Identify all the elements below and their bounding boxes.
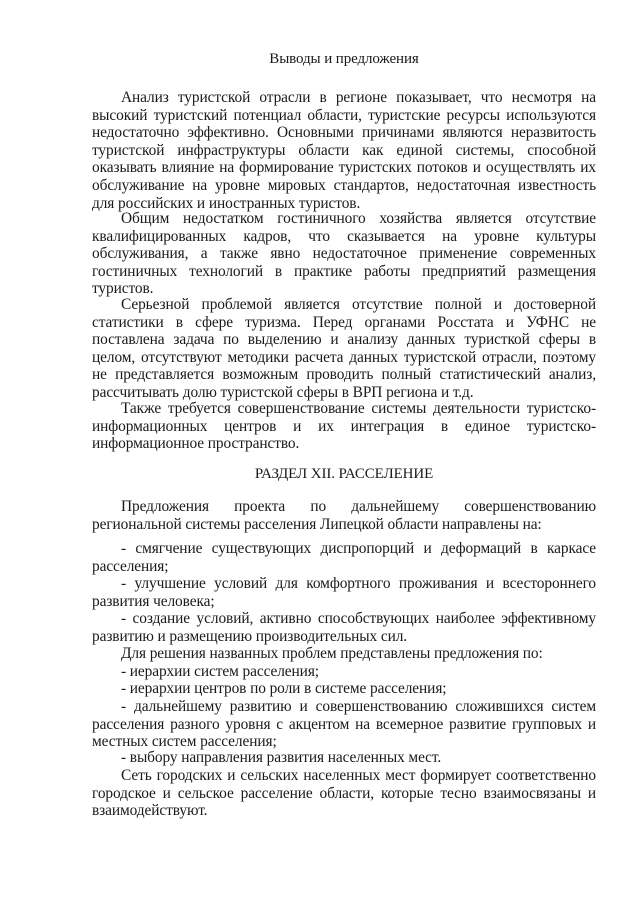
paragraph-statistics: Серьезной проблемой является отсутствие полной и достоверной статистики в сфере туризма. Перед органами Росстата и УФНС не поставлена задача по выделению и анализу данных туристкой сферы в целом, отсутствуют методики расчета данных туристской отрасли, поэтому не представляется возможным проводить полный статистический анализ, рассчитывать долю туристской сферы в ВРП региона и т.д. xyxy=(92,296,596,401)
list-item-proposal: - дальнейшему развитию и совершенствованию сложившихся систем расселения разного уровня с акцентом на всемерное развитие групповых и местных систем расселения; xyxy=(92,698,596,751)
document-page xyxy=(92,0,596,905)
section-2-title: РАЗДЕЛ XII. РАССЕЛЕНИЕ xyxy=(254,466,434,482)
list-item-aim: - смягчение существующих диспропорций и деформаций в каркасе расселения; xyxy=(92,540,596,575)
paragraph-tourism-analysis: Анализ туристской отрасли в регионе показывает, что несмотря на высокий туристский потенциал области, туристские ресурсы используются недостаточно эффективно. Основными причинами являются неразвитость туристской инфраструктуры области как единой системы, способной оказывать влияние на формирование туристских потоков и осуществлять их обслуживание на уровне мировых стандартов, недостаточная известность для российских и иностранных туристов. xyxy=(92,89,596,212)
list-item-proposal: - иерархии центров по роли в системе расселения; xyxy=(121,680,447,697)
list-item-aim: - создание условий, активно способствующих наиболее эффективному развитию и размещению производительных сил. xyxy=(92,610,596,645)
list-item-proposal: - иерархии систем расселения; xyxy=(121,663,319,680)
paragraph-closing: Сеть городских и сельских населенных мест формирует соответственно городское и сельское расселение области, которые тесно взаимосвязаны и взаимодействуют. xyxy=(92,767,596,820)
paragraph-proposals-intro: Для решения названных проблем представлены предложения по: xyxy=(121,645,543,662)
paragraph-settlement-intro: Предложения проекта по дальнейшему совершенствованию региональной системы расселения Липецкой области направлены на: xyxy=(92,498,596,533)
paragraph-info-centers: Также требуется совершенствование системы деятельности туристско-информационных центров и их интеграция в единое туристско-информационное пространство. xyxy=(92,400,596,453)
list-item-proposal: - выбору направления развития населенных мест. xyxy=(121,749,442,766)
section-title: Выводы и предложения xyxy=(269,51,419,67)
paragraph-hotel-industry: Общим недостатком гостиничного хозяйства является отсутствие квалифицированных кадров, что сказывается на уровне культуры обслуживания, а также явно недостаточное применение современных гостиничных технологий в практике работы предприятий размещения туристов. xyxy=(92,210,596,298)
list-item-aim: - улучшение условий для комфортного проживания и всестороннего развития человека; xyxy=(92,575,596,610)
